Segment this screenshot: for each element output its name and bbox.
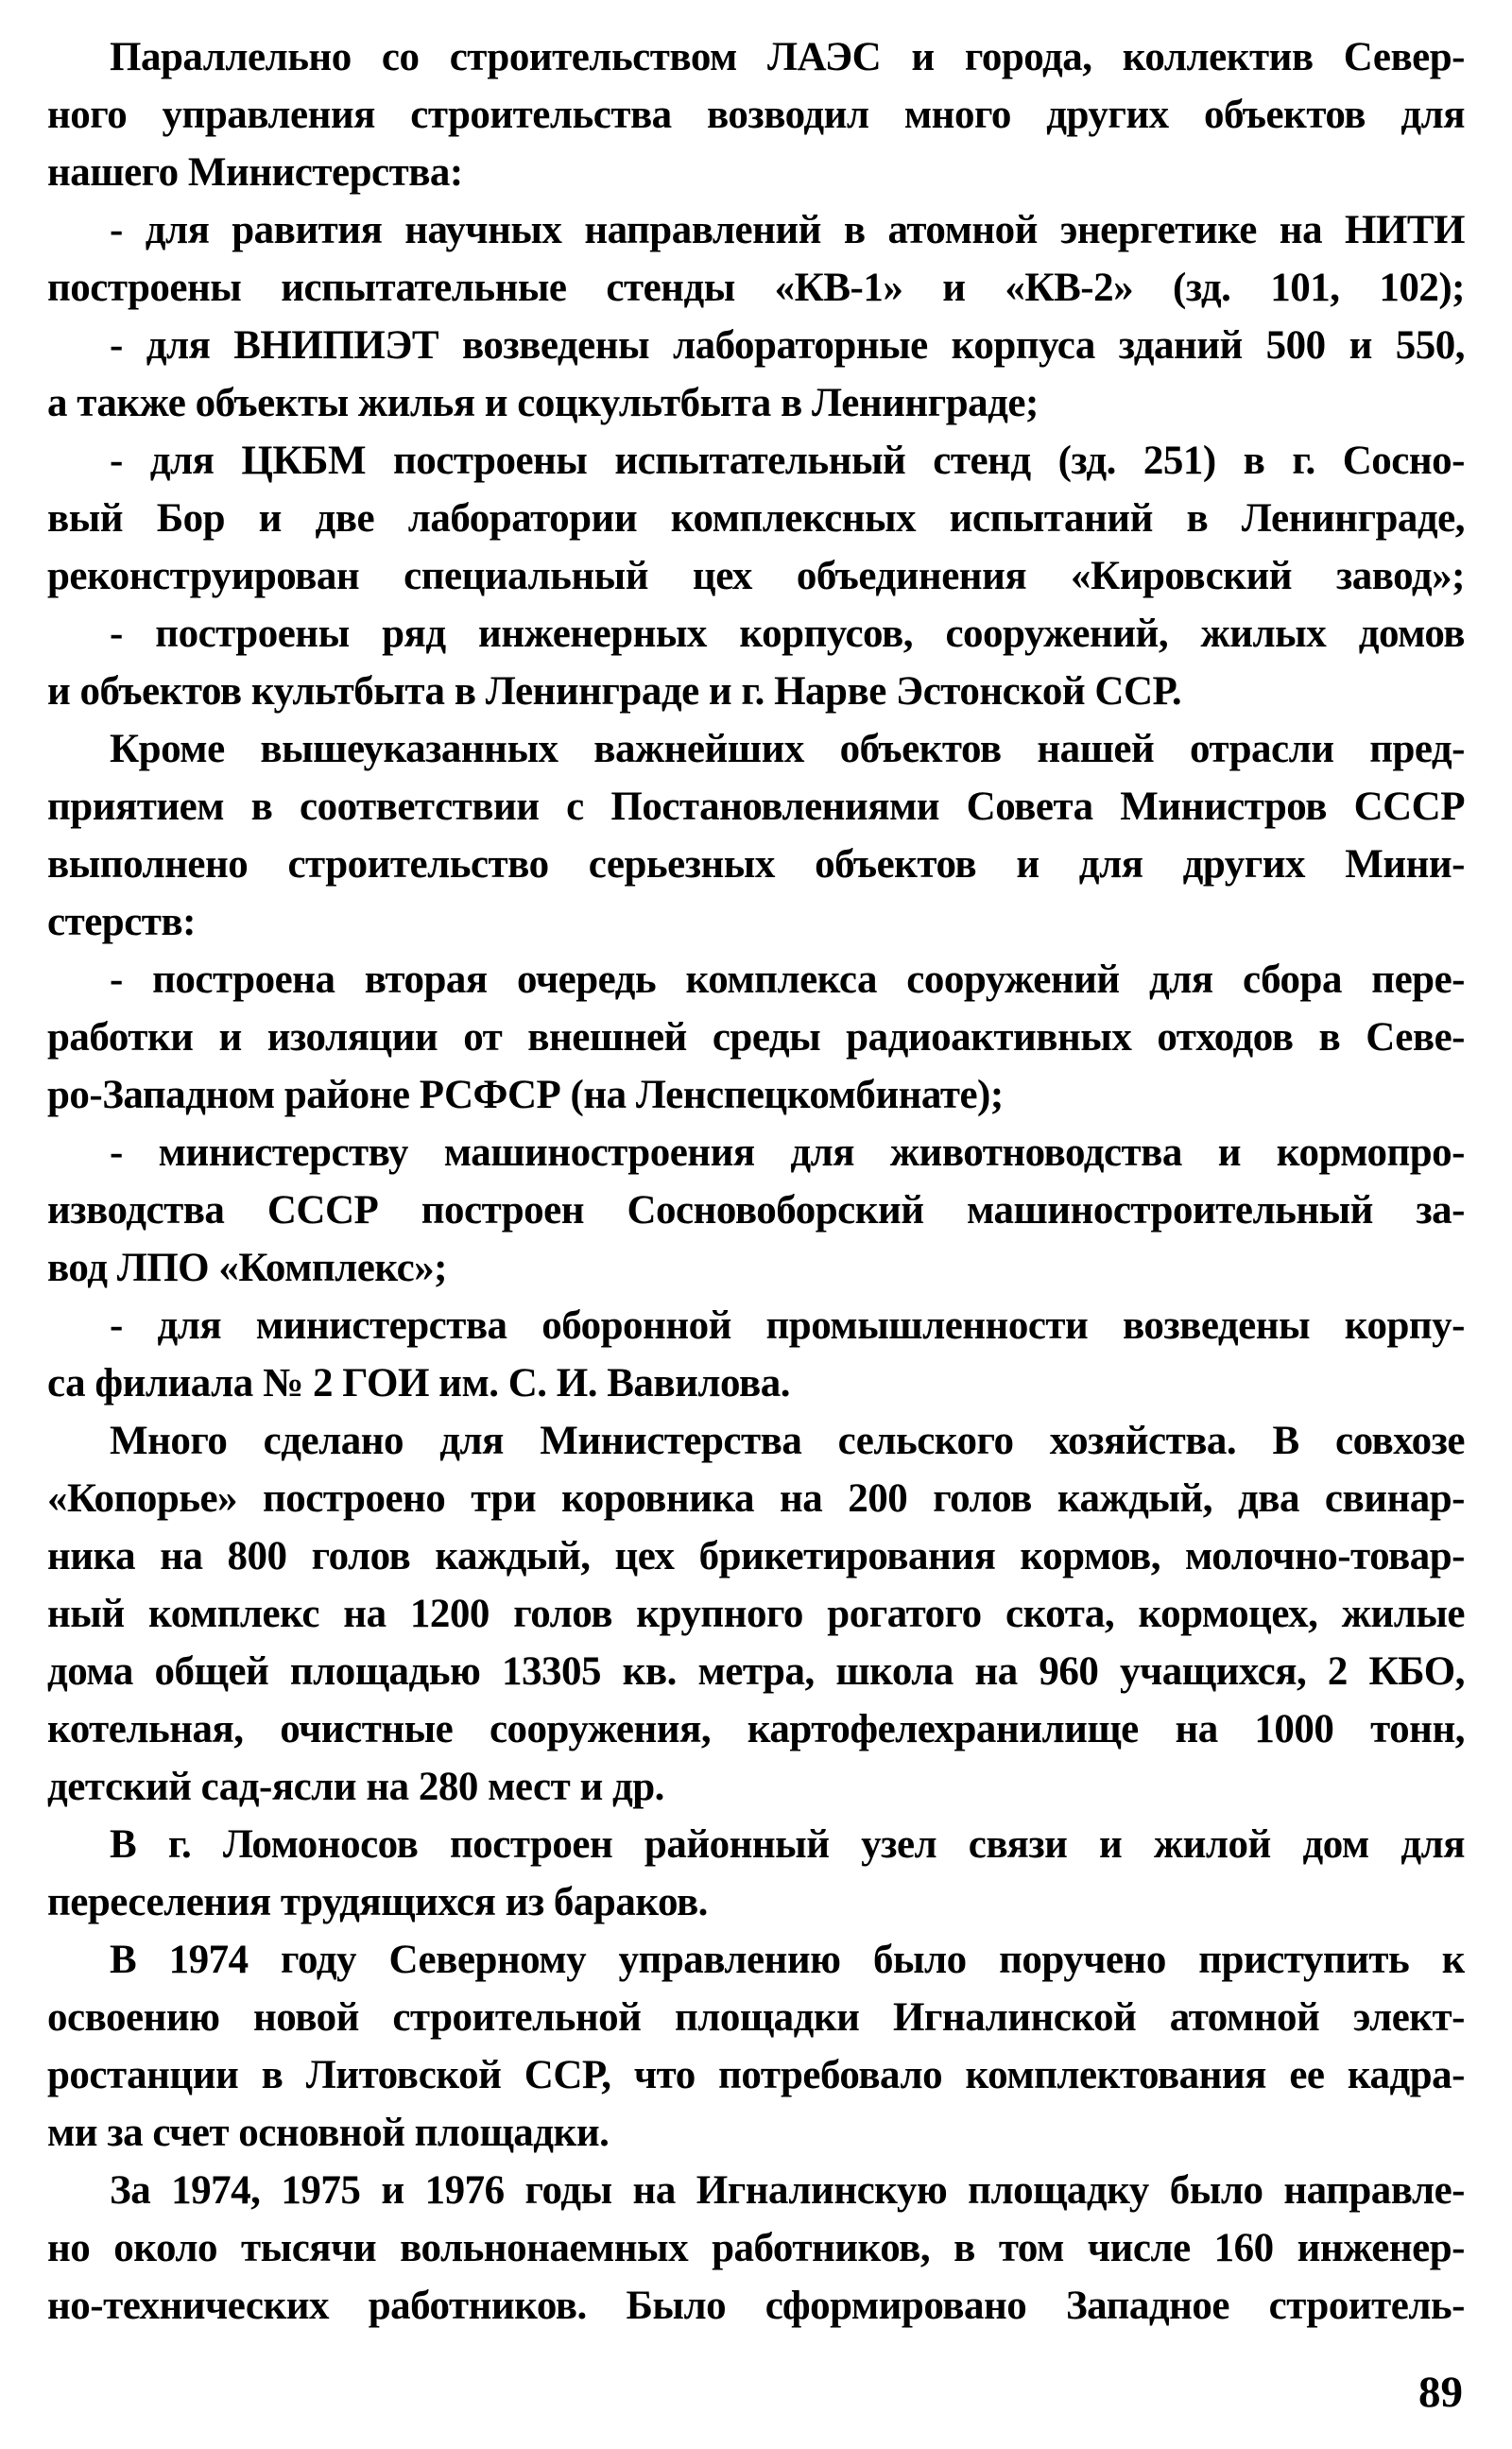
text-line: - построены ряд инженерных корпусов, сооружений, жилых домов: [110, 612, 1465, 656]
text-line: дома общей площадью 13305 кв. метра, школа на 960 учащихся, 2 КБО,: [47, 1649, 1465, 1694]
text-line: изводства СССР построен Сосновоборский машиностроительный за-: [47, 1188, 1465, 1233]
text-line: построены испытательные стенды «КВ-1» и «КВ-2» (зд. 101, 102);: [47, 266, 1465, 310]
text-line: - для равития научных направлений в атомной энергетике на НИТИ: [110, 208, 1465, 252]
text-line: Параллельно со строительством ЛАЭС и города, коллектив Север-: [110, 35, 1465, 79]
text-line: нашего Министерства:: [47, 150, 463, 195]
text-line: приятием в соответствии с Постановлениями Совета Министров СССР: [47, 785, 1465, 829]
text-line: детский сад-ясли на 280 мест и др.: [47, 1765, 664, 1809]
text-line: ростанции в Литовской ССР, что потребовало комплектования ее кадра-: [47, 2053, 1465, 2097]
text-line: вод ЛПО «Комплекс»;: [47, 1246, 447, 1290]
text-line: освоению новой строительной площадки Игналинской атомной элект-: [47, 1995, 1465, 2040]
text-line: са филиала № 2 ГОИ им. С. И. Вавилова.: [47, 1361, 790, 1406]
text-line: ника на 800 голов каждый, цех брикетирования кормов, молочно-товар-: [47, 1534, 1465, 1578]
page-number: 89: [1418, 2368, 1463, 2417]
text-line: В г. Ломоносов построен районный узел связи и жилой дом для: [110, 1822, 1465, 1867]
text-line: реконструирован специальный цех объединения «Кировский завод»;: [47, 554, 1465, 598]
text-line: выполнено строительство серьезных объектов и для других Мини-: [47, 842, 1465, 887]
text-line: - для ВНИПИЭТ возведены лабораторные корпуса зданий 500 и 550,: [110, 323, 1465, 368]
text-line: - министерству машиностроения для животноводства и кормопро-: [110, 1130, 1465, 1175]
text-line: стерств:: [47, 900, 196, 944]
text-line: вый Бор и две лаборатории комплексных испытаний в Ленинграде,: [47, 496, 1465, 541]
text-line: котельная, очистные сооружения, картофелехранилище на 1000 тонн,: [47, 1707, 1465, 1751]
text-line: ный комплекс на 1200 голов крупного рогатого скота, кормоцех, жилые: [47, 1592, 1465, 1636]
text-line: Много сделано для Министерства сельского хозяйства. В совхозе: [110, 1419, 1465, 1463]
text-line: В 1974 году Северному управлению было поручено приступить к: [110, 1938, 1465, 1982]
text-line: ного управления строительства возводил много других объектов для: [47, 93, 1465, 137]
text-line: а также объекты жилья и соцкультбыта в Ленинграде;: [47, 381, 1039, 425]
text-line: ми за счет основной площадки.: [47, 2111, 610, 2155]
text-line: За 1974, 1975 и 1976 годы на Игналинскую площадку было направле-: [110, 2168, 1465, 2213]
text-line: - для министерства оборонной промышленности возведены корпу-: [110, 1303, 1465, 1348]
text-line: и объектов культбыта в Ленинграде и г. Нарве Эстонской ССР.: [47, 669, 1182, 714]
text-line: переселения трудящихся из бараков.: [47, 1880, 708, 1924]
text-line: ро-Западном районе РСФСР (на Ленспецкомбинате);: [47, 1073, 1004, 1117]
text-line: но-технических работников. Было сформировано Западное строитель-: [47, 2284, 1465, 2328]
text-line: работки и изоляции от внешней среды радиоактивных отходов в Севе-: [47, 1015, 1465, 1060]
text-line: - построена вторая очередь комплекса сооружений для сбора пере-: [110, 957, 1465, 1002]
text-line: но около тысячи вольнонаемных работников, в том числе 160 инженер-: [47, 2226, 1465, 2270]
text-line: «Копорье» построено три коровника на 200 голов каждый, два свинар-: [47, 1476, 1465, 1521]
text-line: Кроме вышеуказанных важнейших объектов нашей отрасли пред-: [110, 727, 1465, 771]
text-line: - для ЦКБМ построены испытательный стенд (зд. 251) в г. Сосно-: [110, 439, 1465, 483]
body-text: [47, 28, 1465, 2335]
